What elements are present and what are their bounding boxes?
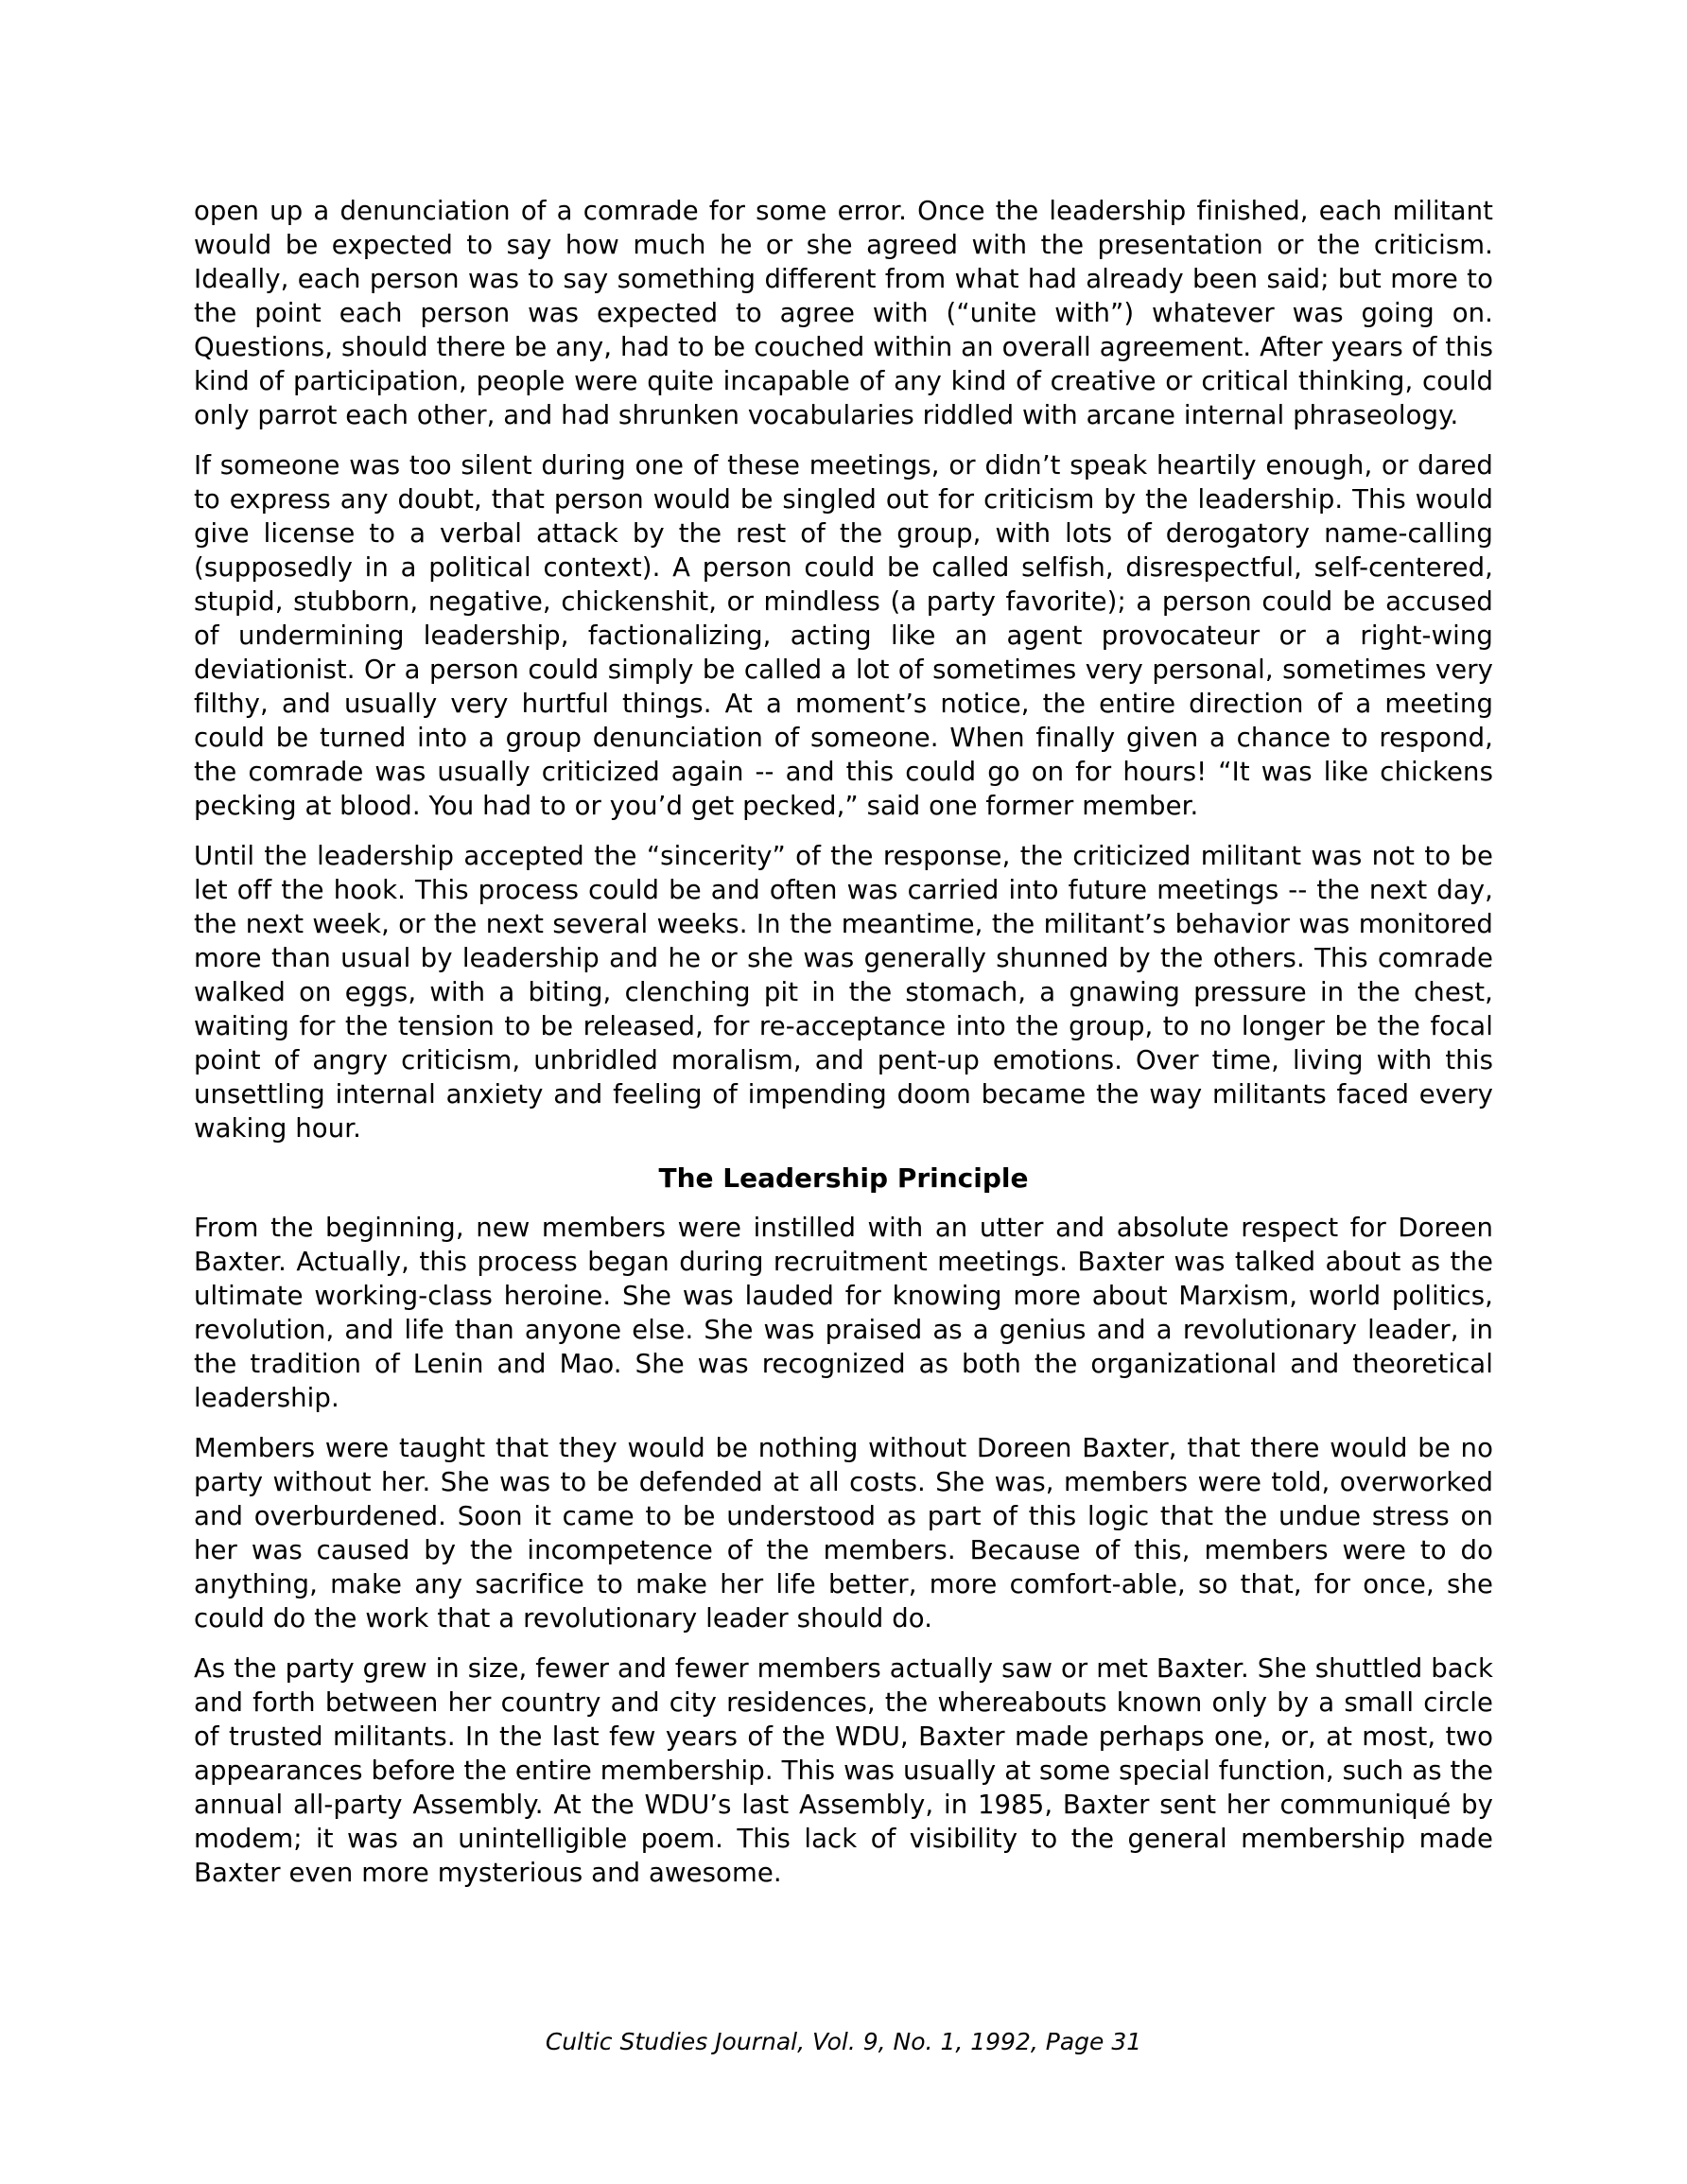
- paragraph-party-grew: As the party grew in size, fewer and fewer members actually saw or met Baxter. She shuttled back and forth between her country and city residences, the whereabouts known only by a small circle of trusted militants. In the last few years of the WDU, Baxter made perhaps one, or, at most, two appearances before the entire membership. This was usually at some special function, such as the annual all-party Assembly. At the WDU’s last Assembly, in 1985, Baxter sent her communiqué by modem; it was an unintelligible poem. This lack of visibility to the general membership made Baxter even more mysterious and awesome.: [194, 1653, 1493, 1888]
- paragraph-denunciation: open up a denunciation of a comrade for some error. Once the leadership finished, each militant would be expected to say how much he or she agreed with the presentation or the criticism. Ideally, each person was to say something different from what had already been said; but more to the point each person was expected to agree with (“unite with”) whatever was going on. Questions, should there be any, had to be couched within an overall agreement. After years of this kind of participation, people were quite incapable of any kind of creative or critical thinking, could only parrot each other, and had shrunken vocabularies riddled with arcane internal phraseology.: [194, 196, 1493, 430]
- paragraph-nothing-without-baxter: Members were taught that they would be nothing without Doreen Baxter, that there would be no party without her. She was to be defended at all costs. She was, members were told, overworked and overburdened. Soon it came to be understood as part of this logic that the undue stress on her was caused by the incompetence of the members. Because of this, members were to do anything, make any sacrifice to make her life better, more comfort-able, so that, for once, she could do the work that a revolutionary leader should do.: [194, 1433, 1493, 1634]
- page-footer: Cultic Studies Journal, Vol. 9, No. 1, 1992, Page 31: [545, 2028, 1142, 2055]
- paragraph-respect-for-baxter: From the beginning, new members were instilled with an utter and absolute respect for Doreen Baxter. Actually, this process began during recruitment meetings. Baxter was talked about as the ultimate working-class heroine. She was lauded for knowing more about Marxism, world politics, revolution, and life than anyone else. She was praised as a genius and a revolutionary leader, in the tradition of Lenin and Mao. She was recognized as both the organizational and theoretical leadership.: [194, 1213, 1493, 1413]
- paragraph-criticism-meetings: If someone was too silent during one of these meetings, or didn’t speak heartily enough, or dared to express any doubt, that person would be singled out for criticism by the leadership. This would give license to a verbal attack by the rest of the group, with lots of derogatory name-calling (supposedly in a political context). A person could be called selfish, disrespectful, self-centered, stupid, stubborn, negative, chickenshit, or mindless (a party favorite); a person could be accused of undermining leadership, factionalizing, acting like an agent provocateur or a right-wing deviationist. Or a person could simply be called a lot of sometimes very personal, sometimes very filthy, and usually very hurtful things. At a moment’s notice, the entire direction of a meeting could be turned into a group denunciation of someone. When finally given a chance to respond, the comrade was usually criticized again -- and this could go on for hours! “It was like chickens pecking at blood. You had to or you’d get pecked,” said one former member.: [194, 450, 1493, 821]
- article-body: [194, 194, 1493, 1906]
- section-heading: The Leadership Principle: [658, 1162, 1029, 1194]
- paragraph-sincerity: Until the leadership accepted the “sincerity” of the response, the criticized militant was not to be let off the hook. This process could be and often was carried into future meetings -- the next day, the next week, or the next several weeks. In the meantime, the militant’s behavior was monitored more than usual by leadership and he or she was generally shunned by the others. This comrade walked on eggs, with a biting, clenching pit in the stomach, a gnawing pressure in the chest, waiting for the tension to be released, for re-acceptance into the group, to no longer be the focal point of angry criticism, unbridled moralism, and pent-up emotions. Over time, living with this unsettling internal anxiety and feeling of impending doom became the way militants faced every waking hour.: [194, 841, 1493, 1144]
